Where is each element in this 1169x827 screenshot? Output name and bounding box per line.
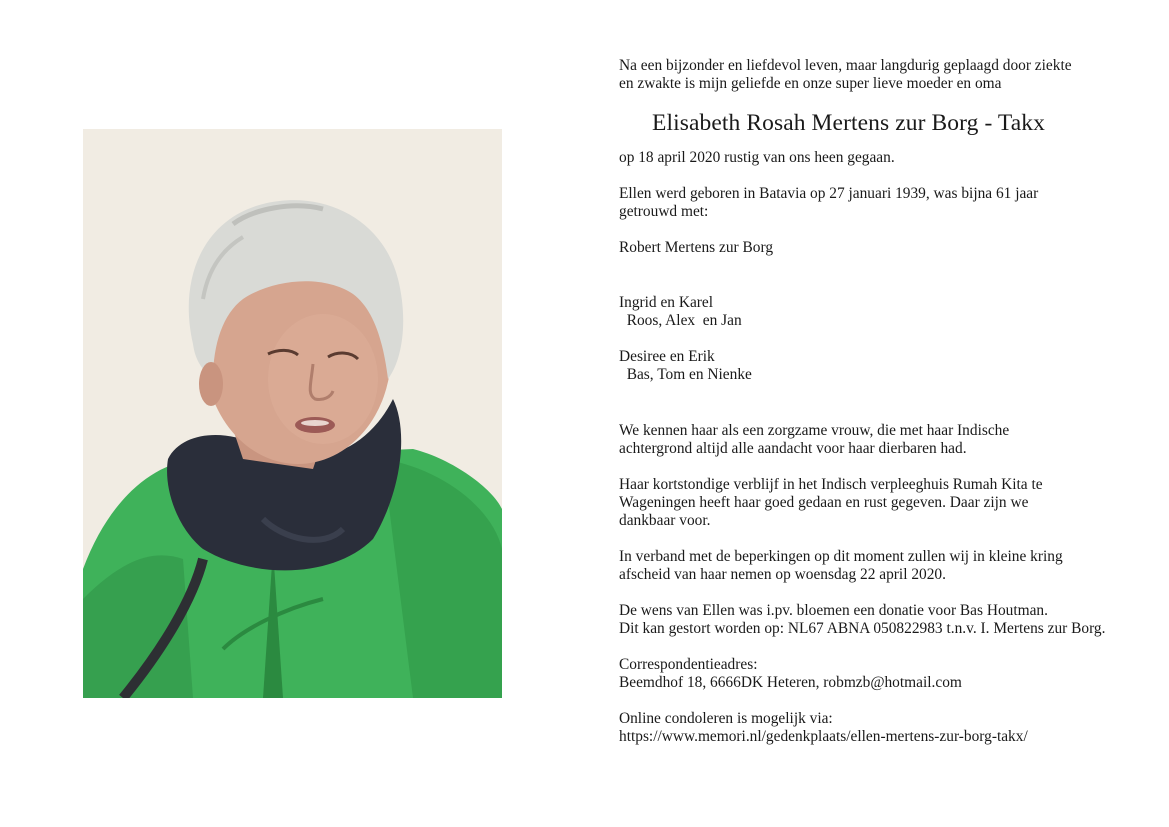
- condolence-url[interactable]: https://www.memori.nl/gedenkplaats/ellen-mertens-zur-borg-takx/: [619, 728, 1028, 745]
- care-line-2: Wageningen heeft haar goed gedaan en rust gegeven. Daar zijn we: [619, 494, 1029, 511]
- correspondence-label: Correspondentieadres:: [619, 656, 758, 673]
- care-line-1: Haar kortstondige verblijf in het Indisch verpleeghuis Rumah Kita te: [619, 476, 1043, 493]
- tribute-line-2: achtergrond altijd alle aandacht voor haar dierbaren had.: [619, 440, 967, 457]
- donation-line-1: De wens van Ellen was i.pv. bloemen een donatie voor Bas Houtman.: [619, 602, 1048, 619]
- family-parents: Ingrid en Karel: [619, 294, 714, 311]
- family-parents: Desiree en Erik: [619, 348, 715, 365]
- portrait-illustration: [83, 129, 502, 698]
- farewell-line-1: In verband met de beperkingen op dit moment zullen wij in kleine kring: [619, 548, 1063, 565]
- born-line-2: getrouwd met:: [619, 203, 709, 220]
- tribute-line-1: We kennen haar als een zorgzame vrouw, die met haar Indische: [619, 422, 1010, 439]
- born-line-1: Ellen werd geboren in Batavia op 27 januari 1939, was bijna 61 jaar: [619, 185, 1039, 202]
- passed-away-line: op 18 april 2020 rustig van ons heen gegaan.: [619, 149, 895, 166]
- intro-line-1: Na een bijzonder en liefdevol leven, maar langdurig geplaagd door ziekte: [619, 57, 1072, 74]
- farewell-line-2: afscheid van haar nemen op woensdag 22 april 2020.: [619, 566, 946, 583]
- care-line-3: dankbaar voor.: [619, 512, 711, 529]
- family-children: Bas, Tom en Nienke: [619, 366, 752, 383]
- portrait-photo: [83, 129, 502, 698]
- donation-line-2: Dit kan gestort worden op: NL67 ABNA 050822983 t.n.v. I. Mertens zur Borg.: [619, 620, 1106, 637]
- deceased-name: Elisabeth Rosah Mertens zur Borg - Takx: [652, 110, 1045, 136]
- condolence-label: Online condoleren is mogelijk via:: [619, 710, 833, 727]
- intro-line-2: en zwakte is mijn geliefde en onze super lieve moeder en oma: [619, 75, 1002, 92]
- obituary-text: [619, 57, 1149, 746]
- spouse-name: Robert Mertens zur Borg: [619, 239, 774, 256]
- correspondence-address: Beemdhof 18, 6666DK Heteren, robmzb@hotmail.com: [619, 674, 962, 691]
- family-children: Roos, Alex en Jan: [619, 312, 742, 329]
